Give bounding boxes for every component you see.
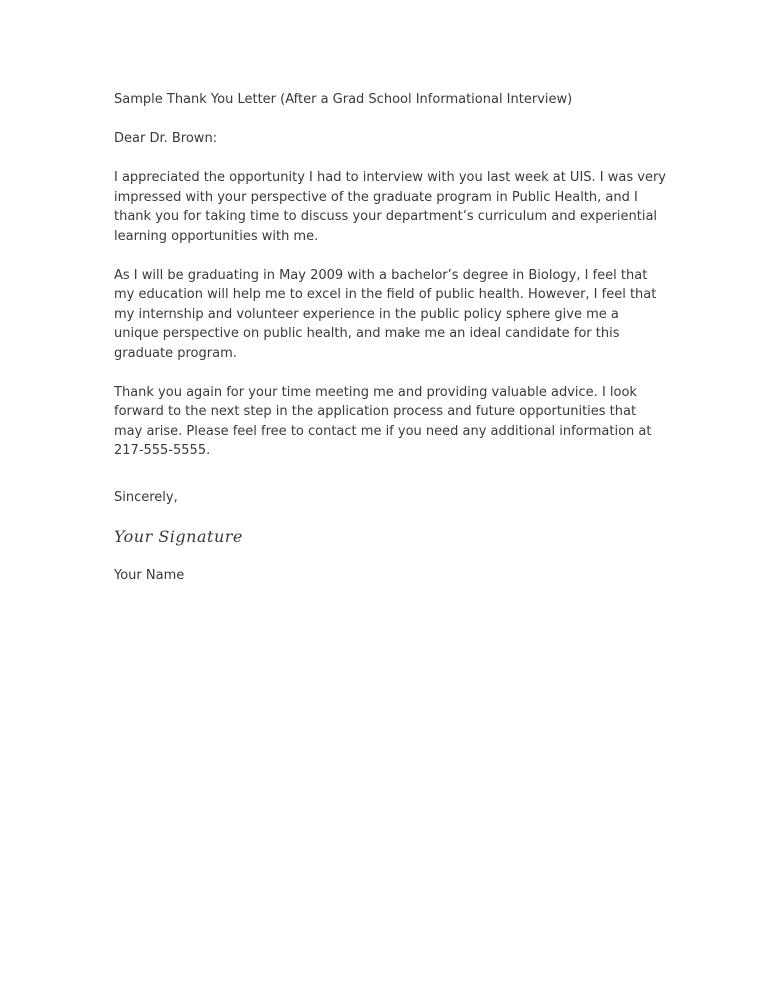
letter-paragraph-1: I appreciated the opportunity I had to interview with you last week at UIS. I was very impressed with your perspective of the graduate program in Public Health, and I thank you for taking time to discuss your department’s curriculum and experiential learning opportunities with me. — [114, 170, 666, 244]
letter-salutation: Dear Dr. Brown: — [114, 131, 218, 146]
letter-closing: Sincerely, — [114, 489, 178, 505]
letter-signature: Your Signature — [114, 526, 243, 546]
letter-paragraph-2: As I will be graduating in May 2009 with a bachelor’s degree in Biology, I feel that my education will help me to excel in the field of public health. However, I feel that my internship and volunteer experience in the public policy sphere give me a unique perspective on public health, and make me an ideal candidate for this graduate program. — [114, 267, 657, 361]
letter-content — [114, 90, 666, 605]
letter-sender-name: Your Name — [114, 567, 185, 583]
letter-paragraph-3: Thank you again for your time meeting me and providing valuable advice. I look forward to the next step in the application process and future opportunities that may arise. Please feel free to contact me if you need any additional information at 217-555-5555. — [114, 384, 652, 458]
letter-title: Sample Thank You Letter (After a Grad School Informational Interview) — [114, 92, 573, 107]
